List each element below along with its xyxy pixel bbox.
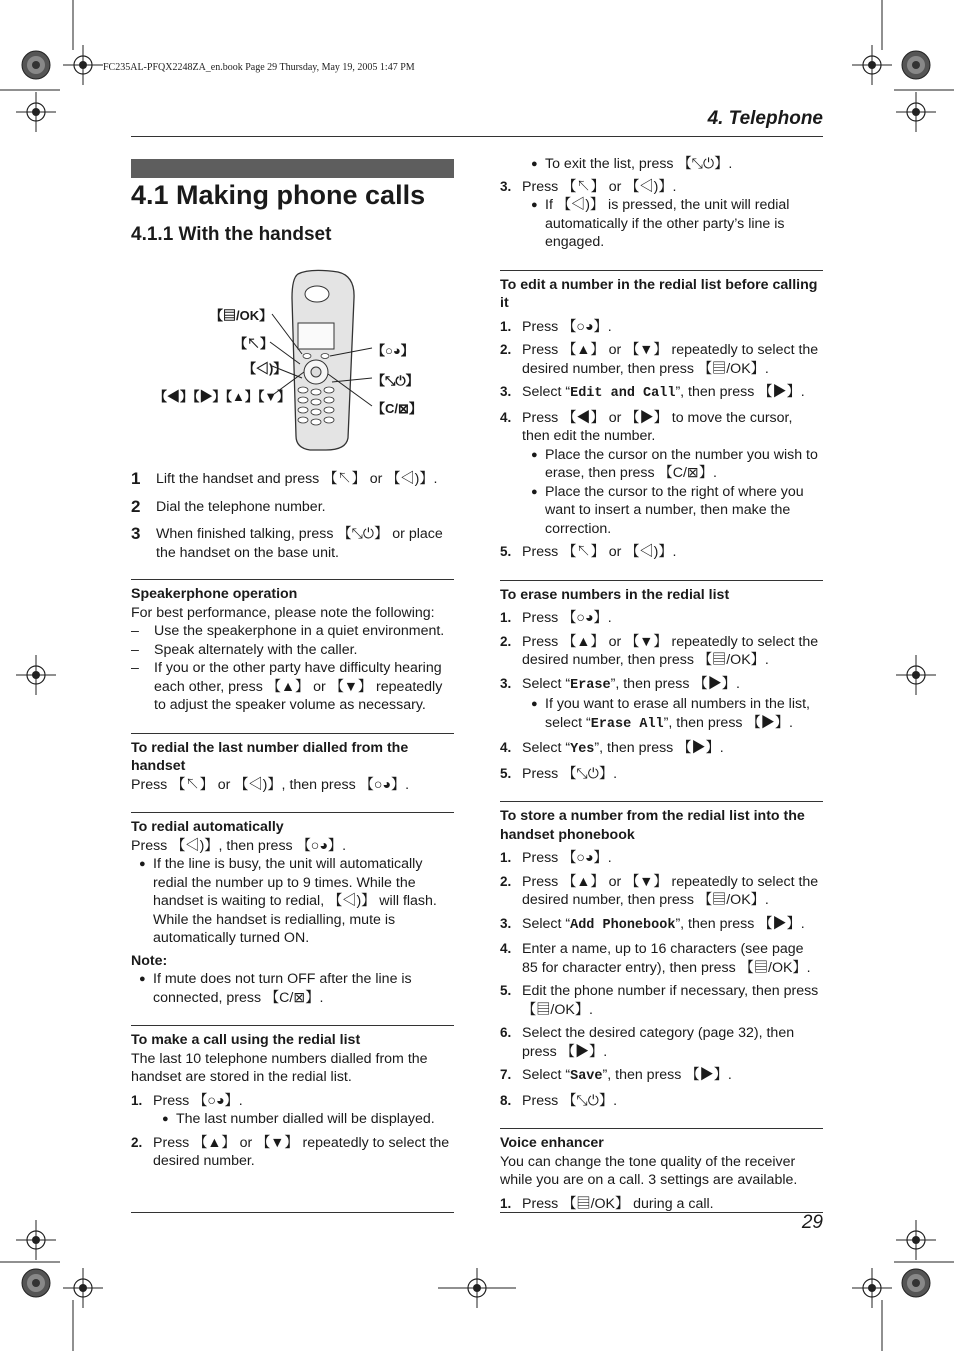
speakerphone-intro: For best performance, please note the following:	[131, 604, 435, 621]
label-menu-ok: 【▤/OK】	[210, 308, 273, 323]
list-item: ● Place the cursor on the number you wish to erase, then press 【C/⊠】.	[531, 446, 818, 481]
list-item: 4. Select “Yes”, then press 【▶】.	[500, 740, 724, 757]
redial-list-section	[131, 1025, 454, 1171]
list-item: 1. Press 【○◕】.	[500, 610, 612, 626]
voice-enhancer-title: Voice enhancer	[500, 1135, 604, 1151]
list-item: 5. Edit the phone number if necessary, then press 【▤/OK】.	[500, 983, 819, 1018]
redial-last-section	[131, 733, 454, 795]
right-bottom-rule	[500, 1212, 823, 1213]
list-item: 7. Select “Save”, then press 【▶】.	[500, 1067, 732, 1084]
page-title: 4.1 Making phone calls	[131, 180, 426, 210]
list-item: ● If you want to erase all numbers in the list, select “Erase All”, then press 【▶】.	[531, 696, 810, 732]
redial-list-intro: The last 10 telephone numbers dialled from the handset are stored in the redial list.	[131, 1050, 428, 1085]
erase-section	[500, 580, 823, 784]
redial-auto-title: To redial automatically	[131, 819, 284, 835]
label-clear: 【C/⊠】	[372, 401, 422, 416]
redial-list-title: To make a call using the redial list	[131, 1032, 361, 1048]
step-2: 2 Dial the telephone number.	[131, 496, 326, 516]
label-off: 【⤡⏻】	[372, 373, 419, 388]
label-navigator: 【◀】【▶】【▲】【▼】	[154, 389, 291, 404]
step-1: 1 Lift the handset and press 【↖】 or 【◁)】.	[131, 469, 438, 488]
page-number: 29	[801, 1212, 823, 1233]
list-item: ● If mute does not turn OFF after the line is connected, press 【C/⊠】.	[139, 971, 412, 1006]
speakerphone-section	[131, 579, 454, 715]
label-talk: 【↖】	[234, 336, 274, 351]
edit-section	[500, 270, 823, 562]
list-item: ● If the line is busy, the unit will automatically redial the number up to 9 times. While the handset is waiting to redial, 【◁)】 will flash. While the handset is redialling, mute is automatically turned ON.	[139, 856, 437, 946]
redial-last-text: Press 【↖】 or 【◁)】, then press 【○◕】.	[131, 776, 410, 793]
list-item: 2. Press 【▲】 or 【▼】 repeatedly to select the desired number, then press 【▤/OK】.	[500, 342, 819, 377]
note-label: Note:	[131, 952, 168, 969]
section-subtitle: 4.1.1 With the handset	[131, 224, 332, 245]
list-item: – Use the speakerphone in a quiet environment.	[131, 623, 445, 639]
left-bottom-rule	[131, 1212, 454, 1213]
list-item: 4. Press 【◀】 or 【▶】 to move the cursor, then edit the number.	[500, 409, 793, 444]
list-item: 8. Press 【⤡⏻】.	[500, 1092, 618, 1109]
list-item: – If you or the other party have difficulty hearing each other, press 【▲】 or 【▼】 repeatedly to adjust the speaker volume as necessary.	[131, 660, 443, 713]
voice-enhancer-intro: You can change the tone quality of the receiver while you are on a call. 3 settings are available.	[500, 1153, 798, 1188]
chapter-heading: 4. Telephone	[707, 108, 823, 129]
list-item: 3. Press 【↖】 or 【◁)】.	[500, 178, 677, 195]
list-item: 5. Press 【↖】 or 【◁)】.	[500, 544, 677, 560]
list-item: 1. Press 【○◕】.	[131, 1092, 243, 1109]
list-item: 2. Press 【▲】 or 【▼】 repeatedly to select the desired number, then press 【▤/OK】.	[500, 633, 819, 668]
list-item: 3. Select “Erase”, then press 【▶】.	[500, 675, 740, 693]
list-item: 5. Press 【⤡⏻】.	[500, 765, 618, 782]
list-item: 4. Enter a name, up to 16 characters (see page 85 for character entry), then press 【▤/OK】.	[500, 941, 811, 976]
list-item: 3. Select “Edit and Call”, then press 【▶】.	[500, 384, 805, 401]
left-column	[131, 470, 454, 1171]
list-item: ● Place the cursor to the right of where you want to insert a number, then make the correction.	[531, 483, 804, 537]
redial-auto-section	[131, 812, 454, 1007]
erase-title: To erase numbers in the redial list	[500, 586, 730, 603]
list-item: ● The last number dialled will be displayed.	[162, 1111, 435, 1127]
list-item: 1. Press 【○◕】.	[500, 318, 612, 335]
list-item: 1. Press 【○◕】.	[500, 850, 612, 866]
voice-enhancer-section	[500, 1128, 823, 1213]
list-item: ● To exit the list, press 【⤡⏻】.	[531, 156, 733, 172]
list-item: 3. Select “Add Phonebook”, then press 【▶】.	[500, 915, 805, 933]
handset-diagram	[150, 268, 460, 458]
redial-last-title: To redial the last number dialled from the handset	[131, 739, 409, 774]
book-info: FC235AL-PFQX2248ZA_en.book Page 29 Thursday, May 19, 2005 1:47 PM	[103, 62, 415, 73]
header-rule	[131, 136, 823, 137]
step-3: 3 When finished talking, press 【⤡⏻】 or place the handset on the base unit.	[131, 524, 443, 561]
list-item: 2. Press 【▲】 or 【▼】 repeatedly to select the desired number.	[131, 1134, 450, 1169]
label-speaker: 【◁)】	[243, 361, 287, 376]
store-title: To store a number from the redial list into the handset phonebook	[500, 808, 805, 843]
list-item: 2. Press 【▲】 or 【▼】 repeatedly to select the desired number, then press 【▤/OK】.	[500, 873, 819, 908]
list-item: – Speak alternately with the caller.	[131, 641, 358, 658]
list-item: ● If 【◁)】 is pressed, the unit will redial automatically if the other party’s line is engaged.	[531, 197, 790, 250]
redial-auto-text: Press 【◁)】, then press 【○◕】.	[131, 837, 347, 854]
right-column	[500, 155, 823, 1213]
label-redial: 【○◕】	[372, 343, 414, 358]
list-item: 1. Press 【▤/OK】 during a call.	[500, 1195, 714, 1212]
list-item: 6. Select the desired category (page 32), then press 【▶】.	[500, 1025, 795, 1060]
speakerphone-title: Speakerphone operation	[131, 586, 298, 602]
section-title-bar	[131, 159, 454, 178]
store-section	[500, 801, 823, 1110]
edit-title: To edit a number in the redial list before calling it	[500, 276, 818, 311]
